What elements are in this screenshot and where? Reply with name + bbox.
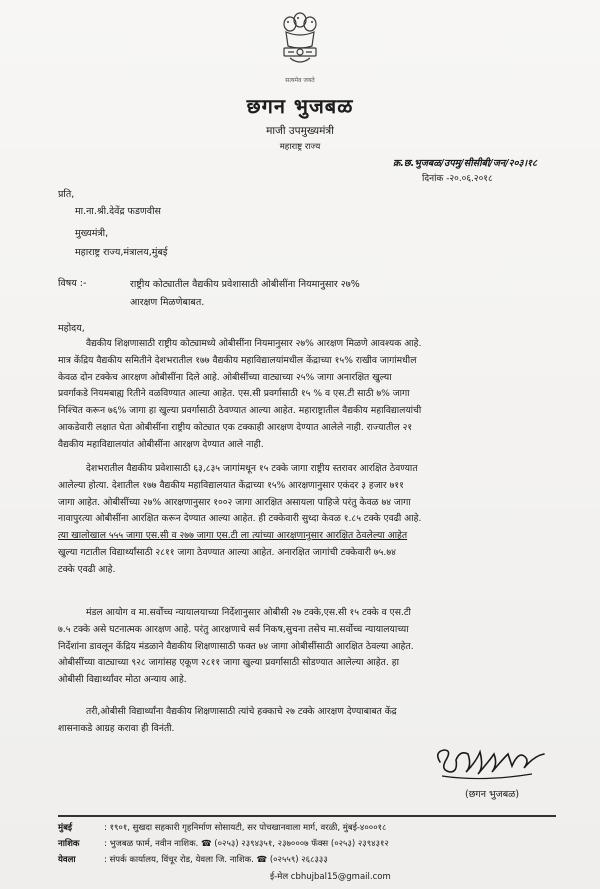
footer-address-row (58, 854, 556, 865)
subject-line: आरक्षण मिळणेबाबत. (130, 297, 205, 308)
recipient-line: मुख्यमंत्री, (75, 228, 109, 239)
footer-address-text: : भुजबळ फार्म, नवीन नाशिक. ☎ (०२५३) २३९४३५१, २३७०००७ फॅक्स (०२५३) २३९४३१२ (104, 839, 389, 849)
paragraph-line: निश्चित करून ७६% जागा हा खुल्या प्रवर्गासाठी ठेवण्यात आल्या आहेत. महाराष्ट्रातील वैद्यकीय महाविद्यालयांची (58, 405, 422, 417)
paragraph-4 (58, 704, 558, 738)
letter-date: दिनांक -२०.०६.२०१८ (422, 174, 493, 184)
emblem-motto: सत्यमेव जयते (285, 77, 315, 84)
reference-number: क्र.छ.भुजबळ/उपमु/सीसीबी/जन/२०३।१८ (393, 158, 537, 169)
paragraph-line: प्रवर्गाकडे नियमबाह्य रितीने वळविण्यात आल्या आहेत. एस.सी प्रवर्गासाठी १५ % व एस.टी साठी ७% जागा (58, 388, 410, 400)
paragraph-line: केवळ दोन टक्केच आरक्षण ओबीसींना दिले आहे. ओबीसींच्या वाट्याच्या २५% जागा अनारक्षित खुल्या (58, 371, 392, 383)
signatory-name: (छगन भुजबळ) (465, 789, 520, 800)
letterhead-name: छगन भुजबळ (246, 94, 354, 118)
paragraph-line: ओबीसींच्या वाट्याच्या ९२८ जागांसह एकूण २८११ जागा खुल्या प्रवर्गासाठी सोडण्यात आलेल्या आहेत. हा (58, 657, 399, 669)
paragraph-3 (58, 605, 558, 689)
paragraph-line: वैद्यकीय महाविद्यालयांत ओबीसींना आरक्षण देण्यात आले नाही. (58, 438, 264, 450)
footer-address-label: येवला (58, 855, 76, 865)
footer-address-text: : संपर्क कार्यालय, विंचूर रोड, येवला जि. नाशिक. ☎ (०२५५९) २६८३३३ (104, 855, 328, 865)
salutation: महोदय, (58, 323, 85, 334)
footer-email: ई-मेल cbhujbal15@gmail.com (270, 872, 391, 882)
paragraph-line: त्या खालोखाल ५५५ जागा एस.सी व २७७ जागा एस.टी ला त्यांच्या आरक्षणानुसार आरक्षित ठेवलेल्या आहेत (58, 530, 408, 542)
paragraph-line: आलेल्या होत्या. देशातील १७७ वैद्यकीय महाविद्यालयात केंद्राच्या १५% आरक्षणानुसार एकंदर ३ हजार ७११ (58, 479, 404, 491)
paragraph-2 (58, 461, 558, 579)
paragraph-line: टक्के एवढी आहे. (58, 563, 116, 575)
paragraph-line: तरी,ओबीसी विद्यार्थ्यांना वैद्यकीय शिक्षणासाठी त्यांचे हक्काचे २७ टक्के आरक्षण देण्याबाबत केंद्र (86, 706, 397, 717)
footer-address-label: मुंबई (58, 823, 73, 833)
footer-address-label: नाशिक (58, 839, 80, 849)
paragraph-line: शासनाकडे आग्रह करावा ही विनंती. (58, 722, 175, 734)
letterhead-state: महाराष्ट्र राज्य (279, 142, 321, 152)
footer-address-row (58, 838, 556, 849)
recipient-line: मा.ना.श्री.देवेंद्र फडणवीस (75, 206, 161, 217)
paragraph-line: मंडल आयोग व मा.सर्वोच्च न्यायालयाच्या निर्देशानुसार ओबीसी २७ टक्के,एस.सी १५ टक्के व एस.टी (86, 607, 411, 618)
recipient-line: महाराष्ट्र राज्य,मंत्रालय,मुंबई (75, 247, 168, 258)
subject-text (130, 276, 530, 312)
footer-divider (58, 815, 556, 817)
paragraph-line: ओबीसी विद्यार्थ्यांवर मोठा अन्याय आहे. (58, 674, 187, 686)
national-emblem-icon (278, 6, 322, 78)
to-label: प्रति, (58, 189, 75, 200)
paragraph-line: निर्देशांना डावलून केंद्रिय मंडळाने वैद्यकीय शिक्षणासाठी फक्त ७४ जागा ओबीसींसाठी आरक्षित ठेवल्या आहेत. (58, 640, 414, 652)
paragraph-line: देशभरातील वैद्यकीय प्रवेशासाठी ६३,८३५ जागांमधून १५ टक्के जागा राष्ट्रीय स्तरावर आरक्षित ठेवण्यात (86, 463, 418, 474)
footer-address-row (58, 822, 556, 833)
paragraph-line: वैद्यकीय शिक्षणासाठी राष्ट्रीय कोट्यामध्ये ओबीसींना नियमानुसार २७% आरक्षण मिळणे आवश्यक आहे. (86, 338, 422, 349)
letterhead-designation: माजी उपमुख्यमंत्री (266, 125, 334, 137)
subject-label: विषय :- (58, 278, 87, 289)
paragraph-1 (58, 336, 558, 454)
paragraph-line: ७.५ टक्के असे घटनात्मक आरक्षण आहे. परंतु आरक्षणाचे सर्व निकष,सुचना तसेच मा.सर्वोच्च न्यायालयाच्या (58, 623, 409, 635)
subject-line: राष्ट्रीय कोट्यातील वैद्यकीय प्रवेशासाठी ओबीसींना नियमानुसार २७% (130, 279, 360, 290)
paragraph-line: नावापुरत्या ओबीसींना आरक्षित करून देण्यात आल्या आहेत. ही टक्केवारी सुध्दा केवळ १.८५ टक्के एवढी आहे. (58, 513, 422, 525)
footer-address-text: : १९०१, सुखदा सहकारी गृहनिर्माण सोसायटी, सर पोचखानवाला मार्ग, वरळी, मुंबई-४०००१८ (104, 823, 387, 833)
paragraph-line: मात्र केंद्रिय वैद्यकीय समितीने देशभरातील १७७ वैद्यकीय महाविद्यालयांमधील केंद्राच्या १५% राखीव जागांमधील (58, 354, 417, 366)
paragraph-line: जागा आहेत. ओबीसींच्या २७% आरक्षणानुसार १००२ जागा आरक्षित असायला पाहिजे परंतु केवळ ७४ जागा (58, 496, 411, 508)
signature-image (432, 742, 552, 784)
paragraph-line: खुल्या गटातील विद्यार्थ्यांसाठी २८११ जागा ठेवण्यात आल्या आहेत. अनारक्षित जागांची टक्केवारी ७५.७४ (58, 546, 396, 558)
paragraph-line: आकडेवारी लक्षात घेता ओबीसींना राष्ट्रीय कोट्यात एक टक्काही आरक्षण देण्यात आलेले नाही. राज्यातील २१ (58, 421, 413, 433)
